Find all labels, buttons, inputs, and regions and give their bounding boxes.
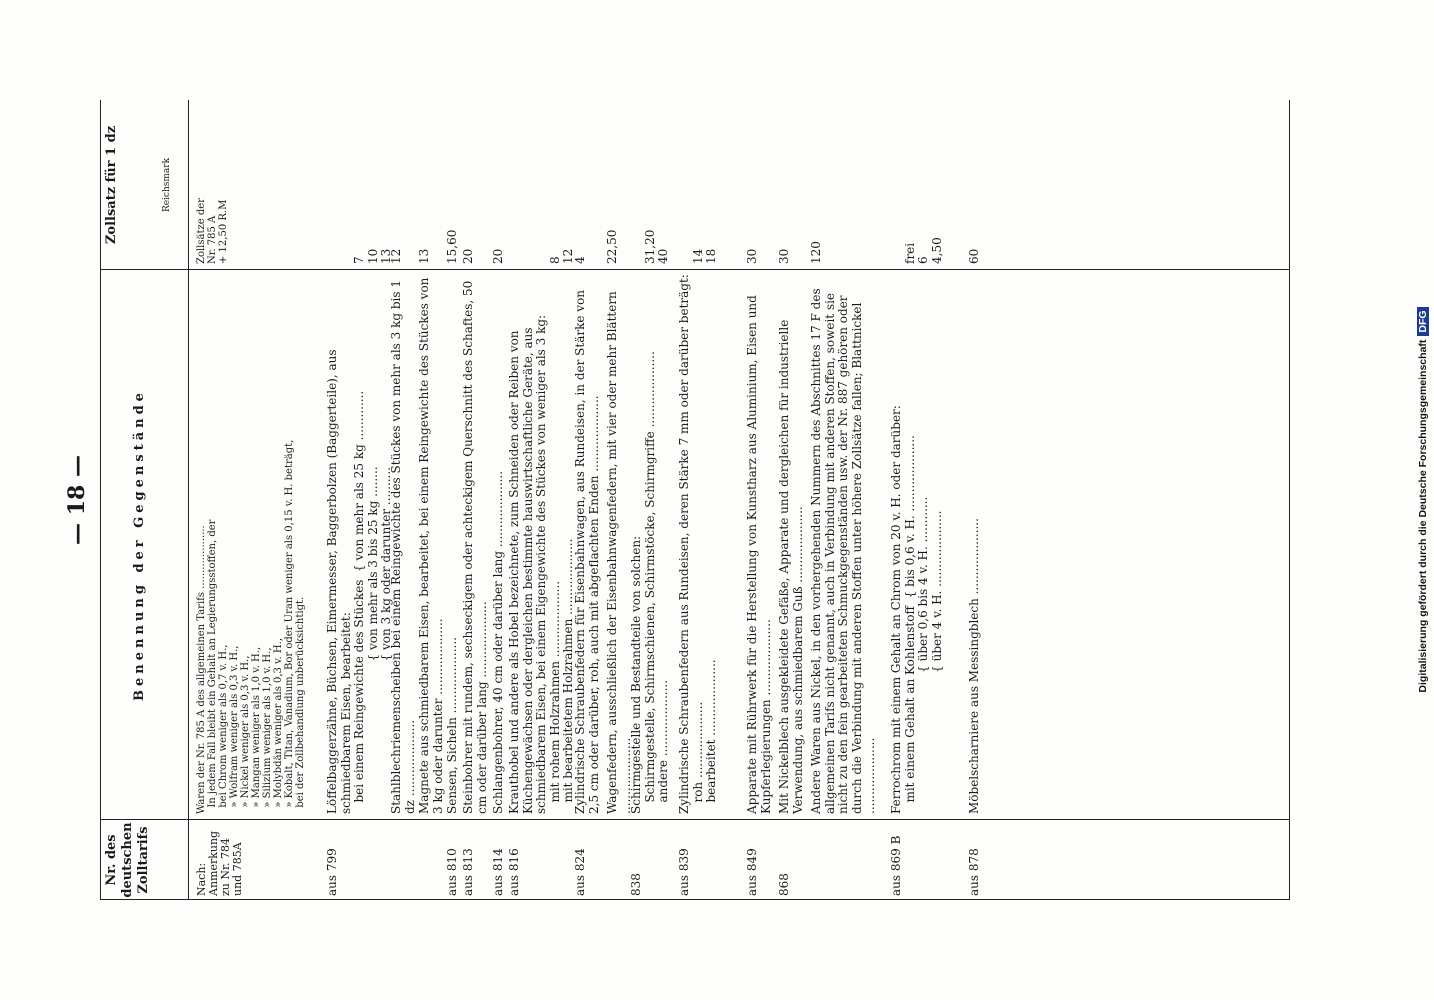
item-description: Steinbohrer mit rundem, sechseckigem oder achteckigem Querschnitt des Schaftes, 50 cm oder darüber lang .................... xyxy=(461,276,489,814)
item-description: Sensen, Sicheln .................... xyxy=(445,637,459,814)
page-number: — 18 — xyxy=(64,455,90,545)
duty-rate: 8 12 xyxy=(547,248,575,264)
duty-rate: 14 18 xyxy=(690,248,718,264)
funding-note xyxy=(1417,10,1431,990)
tariff-number: aus 814 xyxy=(491,848,505,896)
duty-rate: 20 xyxy=(461,248,475,264)
tariff-number: aus 813 xyxy=(461,848,475,896)
item-description: Ferrochrom mit einem Gehalt an Chrom von 20 v. H. oder darüber: mit einem Gehalt an Kohlenstoff { bis 0,6 v. H. .................... { über 0,6 bis 4 v. H. ............ { über 4 v. H. .................... xyxy=(889,405,944,814)
item-description: Krauthobel und andere als Hobel bezeichnete, zum Schneiden oder Reiben von Küchengewächsen oder dergleichen bestimmte hauswirtschaftliche Geräte, aus schmiedbarem Eisen, bei einem Eigengewichte des Stückes von weniger als 3 kg: mit rohem Holzrahmen .................... mit bearbeitetem Holzrahmen .................... xyxy=(507,314,575,814)
item-description: Zylindrische Schraubenfedern aus Rundeisen, deren Stärke 7 mm oder darüber beträgt: roh .................... bearbeitet .................... xyxy=(677,274,718,814)
duty-rate: Zollsätze der Nr. 785 A + 12,50 R.M xyxy=(196,198,229,264)
duty-rate: 30 xyxy=(777,248,791,264)
item-description: Schlangenbohrer, 40 cm oder darüber lang .................... xyxy=(491,470,505,814)
item-description: Andere Waren aus Nickel, in den vorhergehenden Nummern des Abschnittes 17 F des allgemeinen Tarifs nicht genannt, auch in Verbindung mit anderen Stoffen, soweit sie nicht zu den fein gearbeiteten Schmuckgegenständen usw. der Nr. 887 gehören oder durch die Verbindung mit anderen Stoffen unter höhere Zollsätze fallen; Blattnickel .................... xyxy=(809,284,877,814)
duty-rate: 20 xyxy=(491,248,505,264)
tariff-number: aus 839 xyxy=(677,848,691,896)
item-description: Zylindrische Schraubenfedern für Eisenbahnwagen, aus Rundeisen, in der Stärke von 2,5 cm oder darüber, roh, auch mit abgeflachten Enden .................... xyxy=(573,286,601,814)
duty-rate: 7 10 13 xyxy=(352,248,393,264)
duty-rate: frei 6 4,50 xyxy=(902,237,944,264)
item-description: Wagenfedern, ausschließlich der Eisenbahnwagenfedern, mit vier oder mehr Blättern .................... xyxy=(605,287,633,814)
item-description: Stahlblechriemenscheiben bei einem Reingewichte des Stückes von mehr als 3 kg bis 1 dz .................... xyxy=(389,276,417,814)
tariff-number: aus 878 xyxy=(967,848,981,896)
funding-text: Digitalisierung gefördert durch die Deutsche Forschungsgemeinschaft xyxy=(1417,339,1429,693)
duty-rate: 15,60 xyxy=(445,229,459,264)
duty-rate: 22,50 xyxy=(605,229,619,264)
duty-rate: 60 xyxy=(967,248,981,264)
column-rule xyxy=(100,819,1290,820)
tariff-number: aus 799 xyxy=(325,848,339,896)
header-description: Benennung der Gegenstände xyxy=(132,389,147,701)
tariff-number: aus 869 B xyxy=(889,835,903,896)
header-rate-unit: Reichsmark xyxy=(162,157,172,213)
item-description: Schirmgestelle und Bestandteile von solchen: Schirmgestelle, Schirmschienen, Schirmstöcke, Schirmgriffe .................... andere .................... xyxy=(629,351,670,814)
item-description: Löffelbaggerzähne, Büchsen, Eimermesser, Baggerbolzen (Baggerteile), aus schmiedbarem Eisen, bearbeitet: bei einem Reingewichte des Stückes { von mehr als 25 kg ............. { von mehr als 3 bis 25 kg ........ { von 3 kg oder darunter .......... xyxy=(325,349,393,814)
header-nr: Nr. des deutschen Zolltarifs xyxy=(104,822,151,898)
tariff-number: aus 810 xyxy=(445,848,459,896)
tariff-number: aus 849 xyxy=(745,848,759,896)
item-description: Waren der Nr. 785 A des allgemeinen Tarifs .................... In jedem Fall bleibt ein Gehalt an Legierungsstoffen, der bei Chrom weniger als 0,7 v. H., » Wolfram weniger als 0,3 v. H., » Nickel weniger als 0,3 v. H., » Mangan weniger als 1,0 v. H., » Silizium weniger als 1,0 v. H., » Molybdän weniger als 0,3 v. H., » Kobalt, Titan, Vanadium, Bor oder Uran weniger als 0,15 v. H. beträgt, bei der Zollbehandlung unberücksichtigt. xyxy=(196,439,306,814)
duty-rate: 120 xyxy=(809,241,823,264)
table-left-rule xyxy=(100,899,1290,900)
table-bottom-rule xyxy=(1289,100,1290,900)
table-top-rule xyxy=(100,100,101,900)
header-rate: Zollsatz für 1 dz xyxy=(104,125,119,245)
column-rule xyxy=(100,269,1290,270)
tariff-number: 838 xyxy=(629,873,643,896)
duty-rate: 12 xyxy=(389,248,403,264)
duty-rate: 13 xyxy=(417,248,431,264)
header-rule xyxy=(188,100,189,900)
tariff-number: 868 xyxy=(777,873,791,896)
tariff-number: aus 816 xyxy=(507,848,521,896)
dfg-logo: DFG xyxy=(1417,307,1429,335)
duty-rate: 31,20 40 xyxy=(642,229,670,264)
tariff-number: aus 824 xyxy=(573,848,587,896)
item-description: Apparate mit Rührwerk für die Herstellung von Kunstharz aus Aluminium, Eisen und Kupferlegierungen .................... xyxy=(745,291,773,814)
rotated-page xyxy=(64,100,1290,900)
item-description: Mit Nickelblech ausgekleidete Gefäße, Apparate und dergleichen für industrielle Verwendung, aus schmiedbarem Guß .................... xyxy=(777,315,805,814)
item-description: Magnete aus schmiedbarem Eisen, bearbeitet, bei einem Reingewichte des Stückes von 3 kg oder darunter .................... xyxy=(417,273,445,814)
duty-rate: 30 xyxy=(745,248,759,264)
item-description: Möbelscharniere aus Messingblech .................... xyxy=(967,518,981,814)
tariff-table xyxy=(100,100,1290,900)
tariff-number: Nach: Anmerkung zu Nr. 784 und 785A xyxy=(195,830,244,896)
duty-rate: 4 xyxy=(573,256,587,264)
